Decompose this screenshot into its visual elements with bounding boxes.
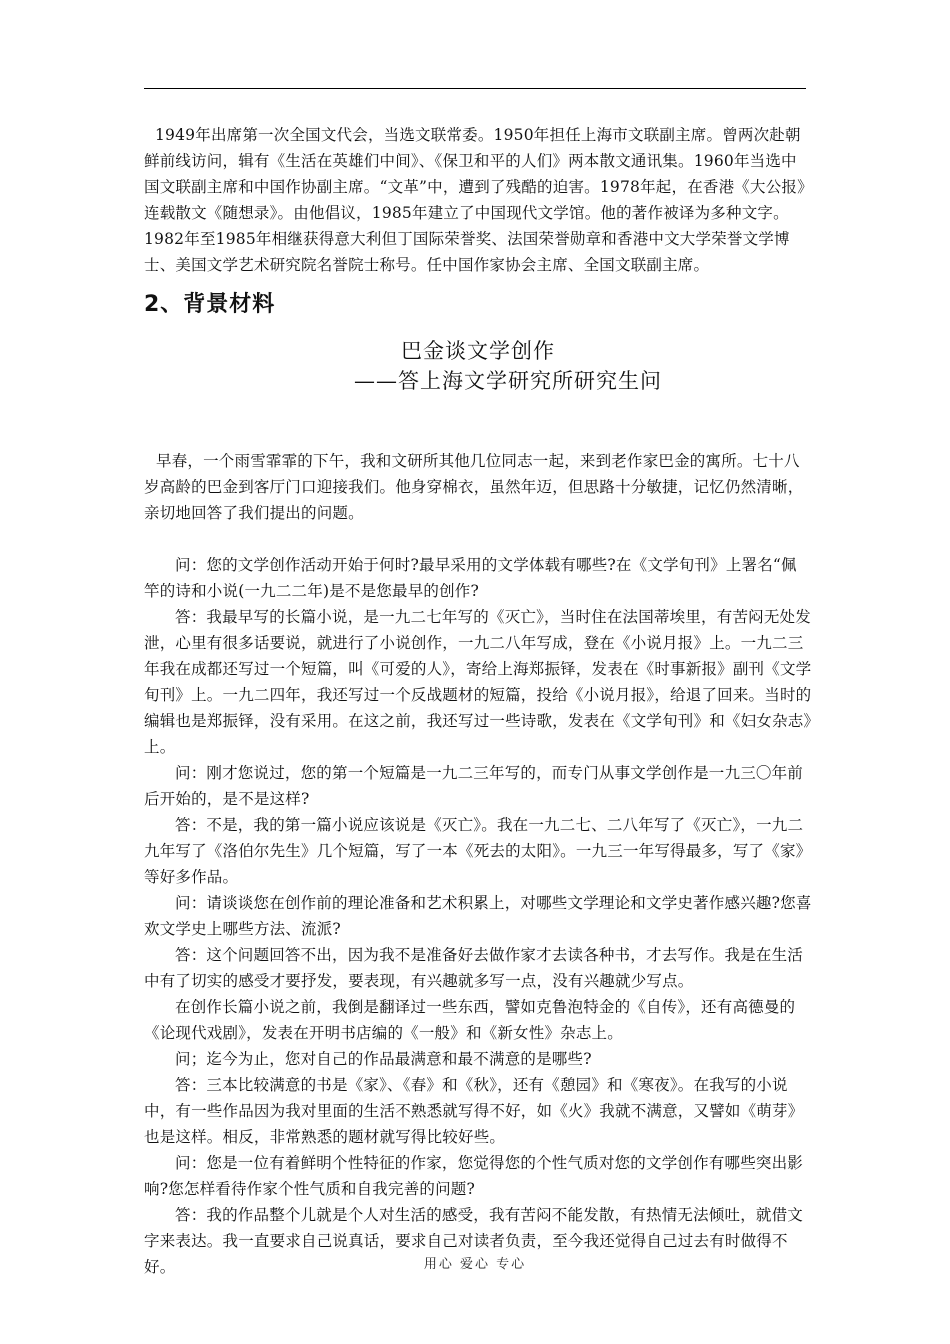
answer-paragraph: 答：不是，我的第一篇小说应该说是《灭亡》。我在一九二七、二八年写了《灭亡》，一九二九年写了《洛伯尔先生》几个短篇，写了一本《死去的太阳》。一九三一年写得最多，写了《家》等好多作品。 (144, 816, 812, 886)
answer-paragraph: 答：这个问题回答不出，因为我不是准备好去做作家才去读各种书，才去写作。我是在生活中有了切实的感受才要抒发，要表现，有兴趣就多写一点，没有兴趣就少写点。 (144, 946, 804, 990)
answer-paragraph: 答：我的作品整个儿就是个人对生活的感受，我有苦闷不能发散，有热情无法倾吐，就借文字来表达。我一直要求自己说真话，要求自己对读者负责，至今我还觉得自己过去有时做得不好。 (144, 1206, 804, 1276)
biography-paragraph: 1949年出席第一次全国文代会，当选文联常委。1950年担任上海市文联副主席。曾两次赴朝鲜前线访问，辑有《生活在英雄们中间》、《保卫和平的人们》两本散文通讯集。1960年当选中国文联副主席和中国作协副主席。“文革”中，遭到了残酷的迫害。1978年起，在香港《大公报》连载散文《随想录》。由他倡议，1985年建立了中国现代文学馆。他的著作被译为多种文字。1982年至1985年相继获得意大利但丁国际荣誉奖、法国荣誉勋章和香港中文大学荣誉文学博士、美国文学艺术研究院名誉院士称号。任中国作家协会主席、全国文联副主席。 (144, 126, 806, 274)
question-paragraph: 问；迄今为止，您对自己的作品最满意和最不满意的是哪些? (175, 1050, 592, 1068)
question-paragraph: 问：刚才您说过，您的第一个短篇是一九二三年写的，而专门从事文学创作是一九三〇年前后开始的，是不是这样? (144, 764, 804, 808)
question-paragraph: 问：您的文学创作活动开始于何时?最早采用的文学体载有哪些?在《文学旬刊》上署名“佩竿的诗和小说(一九二二年)是不是您最早的创作? (144, 556, 797, 600)
header-rule (144, 88, 806, 89)
question-paragraph: 问：您是一位有着鲜明个性特征的作家，您觉得您的个性气质对您的文学创作有哪些突出影响?您怎样看待作家个性气质和自我完善的问题? (144, 1154, 804, 1198)
interview-qa (144, 552, 812, 1280)
article-title: 巴金谈文学创作 (401, 339, 555, 363)
document-body (144, 122, 812, 1280)
intro-paragraph: 早春，一个雨雪霏霏的下午，我和文研所其他几位同志一起，来到老作家巴金的寓所。七十八岁高龄的巴金到客厅门口迎接我们。他身穿棉衣，虽然年迈，但思路十分敏捷，记忆仍然清晰，亲切地回答了我们提出的问题。 (144, 452, 804, 522)
question-paragraph: 问：请谈谈您在创作前的理论准备和艺术积累上，对哪些文学理论和文学史著作感兴趣?您喜欢文学史上哪些方法、流派? (144, 894, 812, 938)
answer-paragraph: 答：我最早写的长篇小说，是一九二七年写的《灭亡》，当时住在法国蒂埃里，有苦闷无处发泄，心里有很多话要说，就进行了小说创作，一九二八年写成，登在《小说月报》上。一九二三年我在成都还写过一个短篇，叫《可爱的人》，寄给上海郑振铎，发表在《时事新报》副刊《文学旬刊》上。一九二四年，我还写过一个反战题材的短篇，投给《小说月报》，给退了回来。当时的编辑也是郑振铎，没有采用。在这之前，我还写过一些诗歌，发表在《文学旬刊》和《妇女杂志》上。 (144, 608, 812, 756)
answer-continuation-paragraph: 在创作长篇小说之前，我倒是翻译过一些东西，譬如克鲁泡特金的《自传》，还有高德曼的《论现代戏剧》，发表在开明书店编的《一般》和《新女性》杂志上。 (144, 998, 796, 1042)
section-heading: 2、背景材料 (144, 292, 276, 317)
article-subtitle: ——答上海文学研究所研究生问 (354, 369, 662, 393)
page-footer: 用心 爱心 专心 (423, 1257, 527, 1272)
answer-paragraph: 答：三本比较满意的书是《家》、《春》和《秋》，还有《憩园》和《寒夜》。在我写的小说中，有一些作品因为我对里面的生活不熟悉就写得不好，如《火》我就不满意，又譬如《萌芽》也是这样。相反，非常熟悉的题材就写得比较好些。 (144, 1076, 804, 1146)
